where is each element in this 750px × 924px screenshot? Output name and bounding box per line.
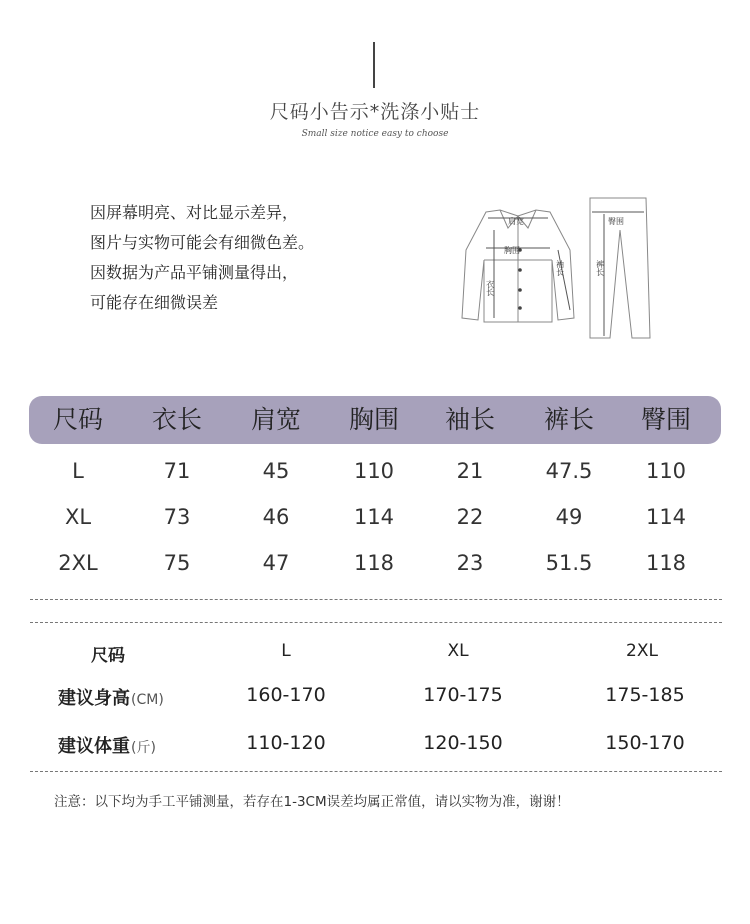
note-line: 因数据为产品平铺测量得出， bbox=[90, 263, 299, 282]
pants-length-label: 裤长 bbox=[595, 260, 605, 276]
shirt-shoulder-label: 肩宽 bbox=[508, 217, 524, 226]
pants-hip-label: 臀围 bbox=[608, 217, 624, 226]
note-line: 可能存在细微误差 bbox=[90, 293, 219, 312]
table-cell: 47.5 bbox=[545, 459, 593, 483]
recommend-height-xl: 170-175 bbox=[423, 684, 503, 706]
weight-label-text: 建议体重 bbox=[58, 736, 130, 757]
table-cell: 110 bbox=[645, 459, 687, 483]
header-shoulder: 肩宽 bbox=[250, 405, 301, 434]
table-cell: 2XL bbox=[58, 551, 98, 575]
size-table-header bbox=[29, 396, 721, 444]
recommend-weight-label bbox=[58, 732, 156, 758]
recommend-size-label: 尺码 bbox=[91, 646, 125, 666]
table-cell: 110 bbox=[353, 459, 395, 483]
table-cell: 45 bbox=[262, 459, 290, 483]
table-cell: 118 bbox=[353, 551, 395, 575]
shirt-sleeve-label: 袖长 bbox=[555, 260, 565, 276]
table-cell: 114 bbox=[645, 505, 687, 529]
header-sleeve: 袖长 bbox=[444, 405, 495, 434]
table-row bbox=[29, 494, 721, 540]
recommend-weight-xl: 120-150 bbox=[423, 732, 503, 754]
table-cell: 114 bbox=[353, 505, 395, 529]
recommend-height-2xl: 175-185 bbox=[605, 684, 685, 706]
table-cell: 118 bbox=[645, 551, 687, 575]
page-subtitle: Small size notice easy to choose bbox=[301, 129, 449, 139]
dashed-divider bbox=[30, 771, 722, 772]
table-cell: 49 bbox=[555, 505, 583, 529]
table-row bbox=[29, 448, 721, 494]
table-cell: 73 bbox=[163, 505, 191, 529]
recommend-size-2xl: 2XL bbox=[626, 641, 658, 661]
table-row bbox=[29, 540, 721, 586]
table-cell: 47 bbox=[262, 551, 290, 575]
table-cell: 23 bbox=[456, 551, 484, 575]
header-chest: 胸围 bbox=[348, 405, 399, 434]
weight-unit: (斤) bbox=[131, 740, 156, 756]
notes-block bbox=[90, 198, 314, 318]
page-title: 尺码小告示*洗涤小贴士 bbox=[269, 101, 481, 123]
height-label-text: 建议身高 bbox=[58, 688, 130, 709]
table-cell: 75 bbox=[163, 551, 191, 575]
table-cell: 21 bbox=[456, 459, 484, 483]
recommend-weight-l: 110-120 bbox=[246, 732, 326, 754]
table-cell: 22 bbox=[456, 505, 484, 529]
note-line: 因屏幕明亮、对比显示差异， bbox=[90, 203, 299, 222]
recommend-height-label bbox=[58, 684, 164, 710]
header-size: 尺码 bbox=[52, 405, 103, 434]
dashed-divider bbox=[30, 622, 722, 623]
header-length: 衣长 bbox=[151, 405, 202, 434]
table-cell: 51.5 bbox=[545, 551, 593, 575]
height-unit: (CM) bbox=[131, 692, 164, 708]
top-divider-line bbox=[373, 42, 375, 88]
measurement-illustration bbox=[448, 190, 658, 345]
dashed-divider bbox=[30, 599, 722, 600]
recommend-size-l: L bbox=[281, 641, 291, 661]
shirt-chest-label: 胸围 bbox=[504, 246, 520, 255]
recommend-height-l: 160-170 bbox=[246, 684, 326, 706]
recommend-weight-2xl: 150-170 bbox=[605, 732, 685, 754]
header-pants-length: 裤长 bbox=[543, 405, 594, 434]
footer-note: 注意：以下均为手工平铺测量，若存在1-3CM误差均属正常值，请以实物为准，谢谢！ bbox=[54, 794, 570, 810]
table-cell: XL bbox=[64, 505, 92, 529]
table-cell: 46 bbox=[262, 505, 290, 529]
table-cell: 71 bbox=[163, 459, 191, 483]
recommend-size-xl: XL bbox=[447, 641, 469, 661]
table-cell: L bbox=[72, 459, 84, 483]
shirt-length-label: 衣长 bbox=[485, 280, 495, 296]
note-line: 图片与实物可能会有细微色差。 bbox=[90, 233, 315, 252]
header-hip: 臀围 bbox=[640, 405, 691, 434]
